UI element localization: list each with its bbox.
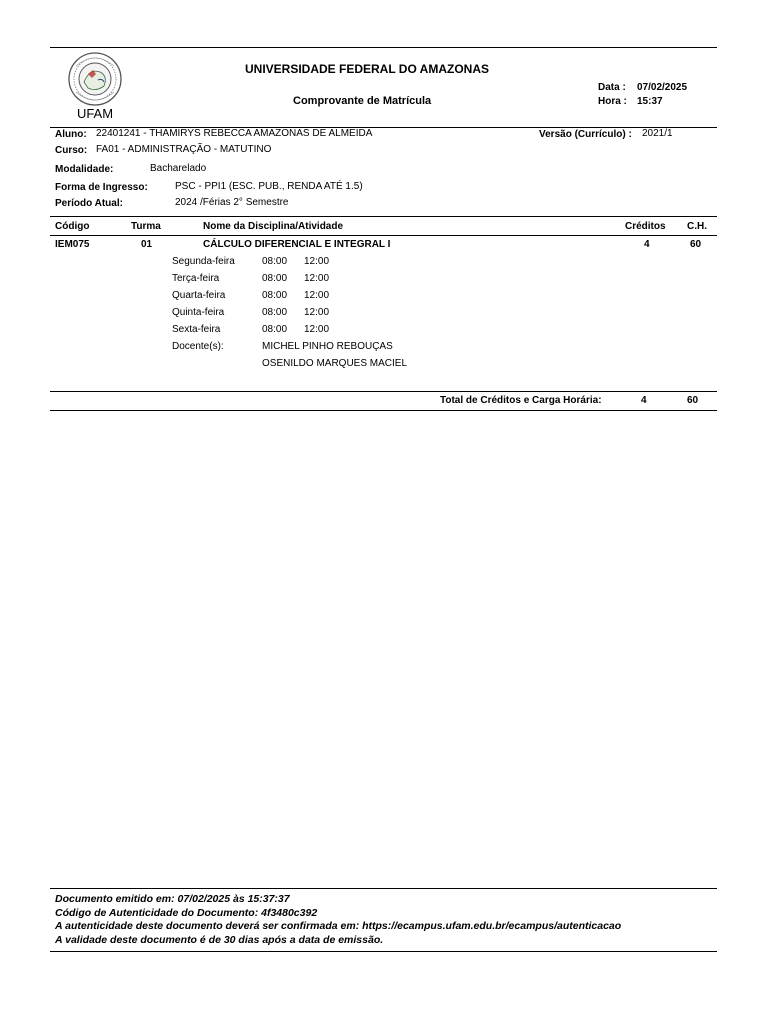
row-ch: 60: [690, 239, 702, 250]
aluno-value: 22401241 - THAMIRYS REBECCA AMAZONAS DE ALMEIDA: [96, 128, 373, 139]
date-value: 07/02/2025: [637, 82, 688, 93]
docente-name: OSENILDO MARQUES MACIEL: [262, 358, 408, 369]
schedule-start: 08:00: [262, 324, 288, 335]
periodo-value: 2024 /Férias 2° Semestre: [175, 197, 289, 208]
date-label: Data :: [598, 82, 626, 93]
schedule-start: 08:00: [262, 290, 288, 301]
footer-bottom-rule: [50, 951, 717, 952]
forma-ingresso-value: PSC - PPI1 (ESC. PUB., RENDA ATÉ 1.5): [175, 181, 363, 192]
document-title: Comprovante de Matrícula: [293, 95, 432, 107]
time-value: 15:37: [637, 96, 663, 107]
total-creditos: 4: [641, 395, 647, 406]
footer-issued: Documento emitido em: 07/02/2025 às 15:37:37: [55, 893, 290, 905]
aluno-label: Aluno:: [55, 129, 87, 140]
col-header-ch: C.H.: [687, 221, 707, 232]
footer-validity: A validade deste documento é de 30 dias após a data de emissão.: [55, 934, 384, 946]
docentes-label: Docente(s):: [172, 341, 224, 352]
ufam-seal-icon: [62, 52, 128, 120]
schedule-start: 08:00: [262, 307, 288, 318]
table-end-rule: [50, 391, 717, 392]
schedule-day: Quarta-feira: [172, 290, 226, 301]
table-header-rule: [50, 235, 717, 236]
schedule-start: 08:00: [262, 256, 288, 267]
periodo-label: Período Atual:: [55, 198, 123, 209]
col-header-nome: Nome da Disciplina/Atividade: [203, 221, 344, 232]
row-nome: CÁLCULO DIFERENCIAL E INTEGRAL I: [203, 239, 391, 250]
schedule-day: Sexta-feira: [172, 324, 221, 335]
schedule-day: Segunda-feira: [172, 256, 235, 267]
schedule-end: 12:00: [304, 324, 330, 335]
col-header-codigo: Código: [55, 221, 90, 232]
top-rule: [50, 47, 717, 48]
schedule-end: 12:00: [304, 290, 330, 301]
total-ch: 60: [687, 395, 699, 406]
footer-auth-link: A autenticidade deste documento deverá ser confirmada em: https://ecampus.ufam.edu.br/ecampus/autenticacao: [55, 920, 622, 932]
versao-value: 2021/1: [642, 128, 673, 139]
row-turma: 01: [141, 239, 153, 250]
total-rule: [50, 410, 717, 411]
footer-auth-code: Código de Autenticidade do Documento: 4f3480c392: [55, 907, 318, 919]
row-creditos: 4: [644, 239, 650, 250]
schedule-end: 12:00: [304, 273, 330, 284]
col-header-turma: Turma: [131, 221, 161, 232]
schedule-start: 08:00: [262, 273, 288, 284]
schedule-day: Quinta-feira: [172, 307, 225, 318]
total-label: Total de Créditos e Carga Horária:: [440, 395, 602, 406]
col-header-creditos: Créditos: [625, 221, 666, 232]
schedule-end: 12:00: [304, 256, 330, 267]
curso-value: FA01 - ADMINISTRAÇÃO - MATUTINO: [96, 144, 272, 155]
time-label: Hora :: [598, 96, 627, 107]
versao-label: Versão (Currículo) :: [539, 129, 632, 140]
modalidade-label: Modalidade:: [55, 164, 114, 175]
schedule-day: Terça-feira: [172, 273, 220, 284]
schedule-end: 12:00: [304, 307, 330, 318]
curso-label: Curso:: [55, 145, 88, 156]
university-title: UNIVERSIDADE FEDERAL DO AMAZONAS: [245, 62, 490, 76]
footer-top-rule: [50, 888, 717, 889]
info-rule: [50, 216, 717, 217]
docente-name: MICHEL PINHO REBOUÇAS: [262, 341, 393, 352]
forma-ingresso-label: Forma de Ingresso:: [55, 182, 148, 193]
row-codigo: IEM075: [55, 239, 90, 250]
modalidade-value: Bacharelado: [150, 163, 207, 174]
logo-text: UFAM: [76, 106, 114, 120]
